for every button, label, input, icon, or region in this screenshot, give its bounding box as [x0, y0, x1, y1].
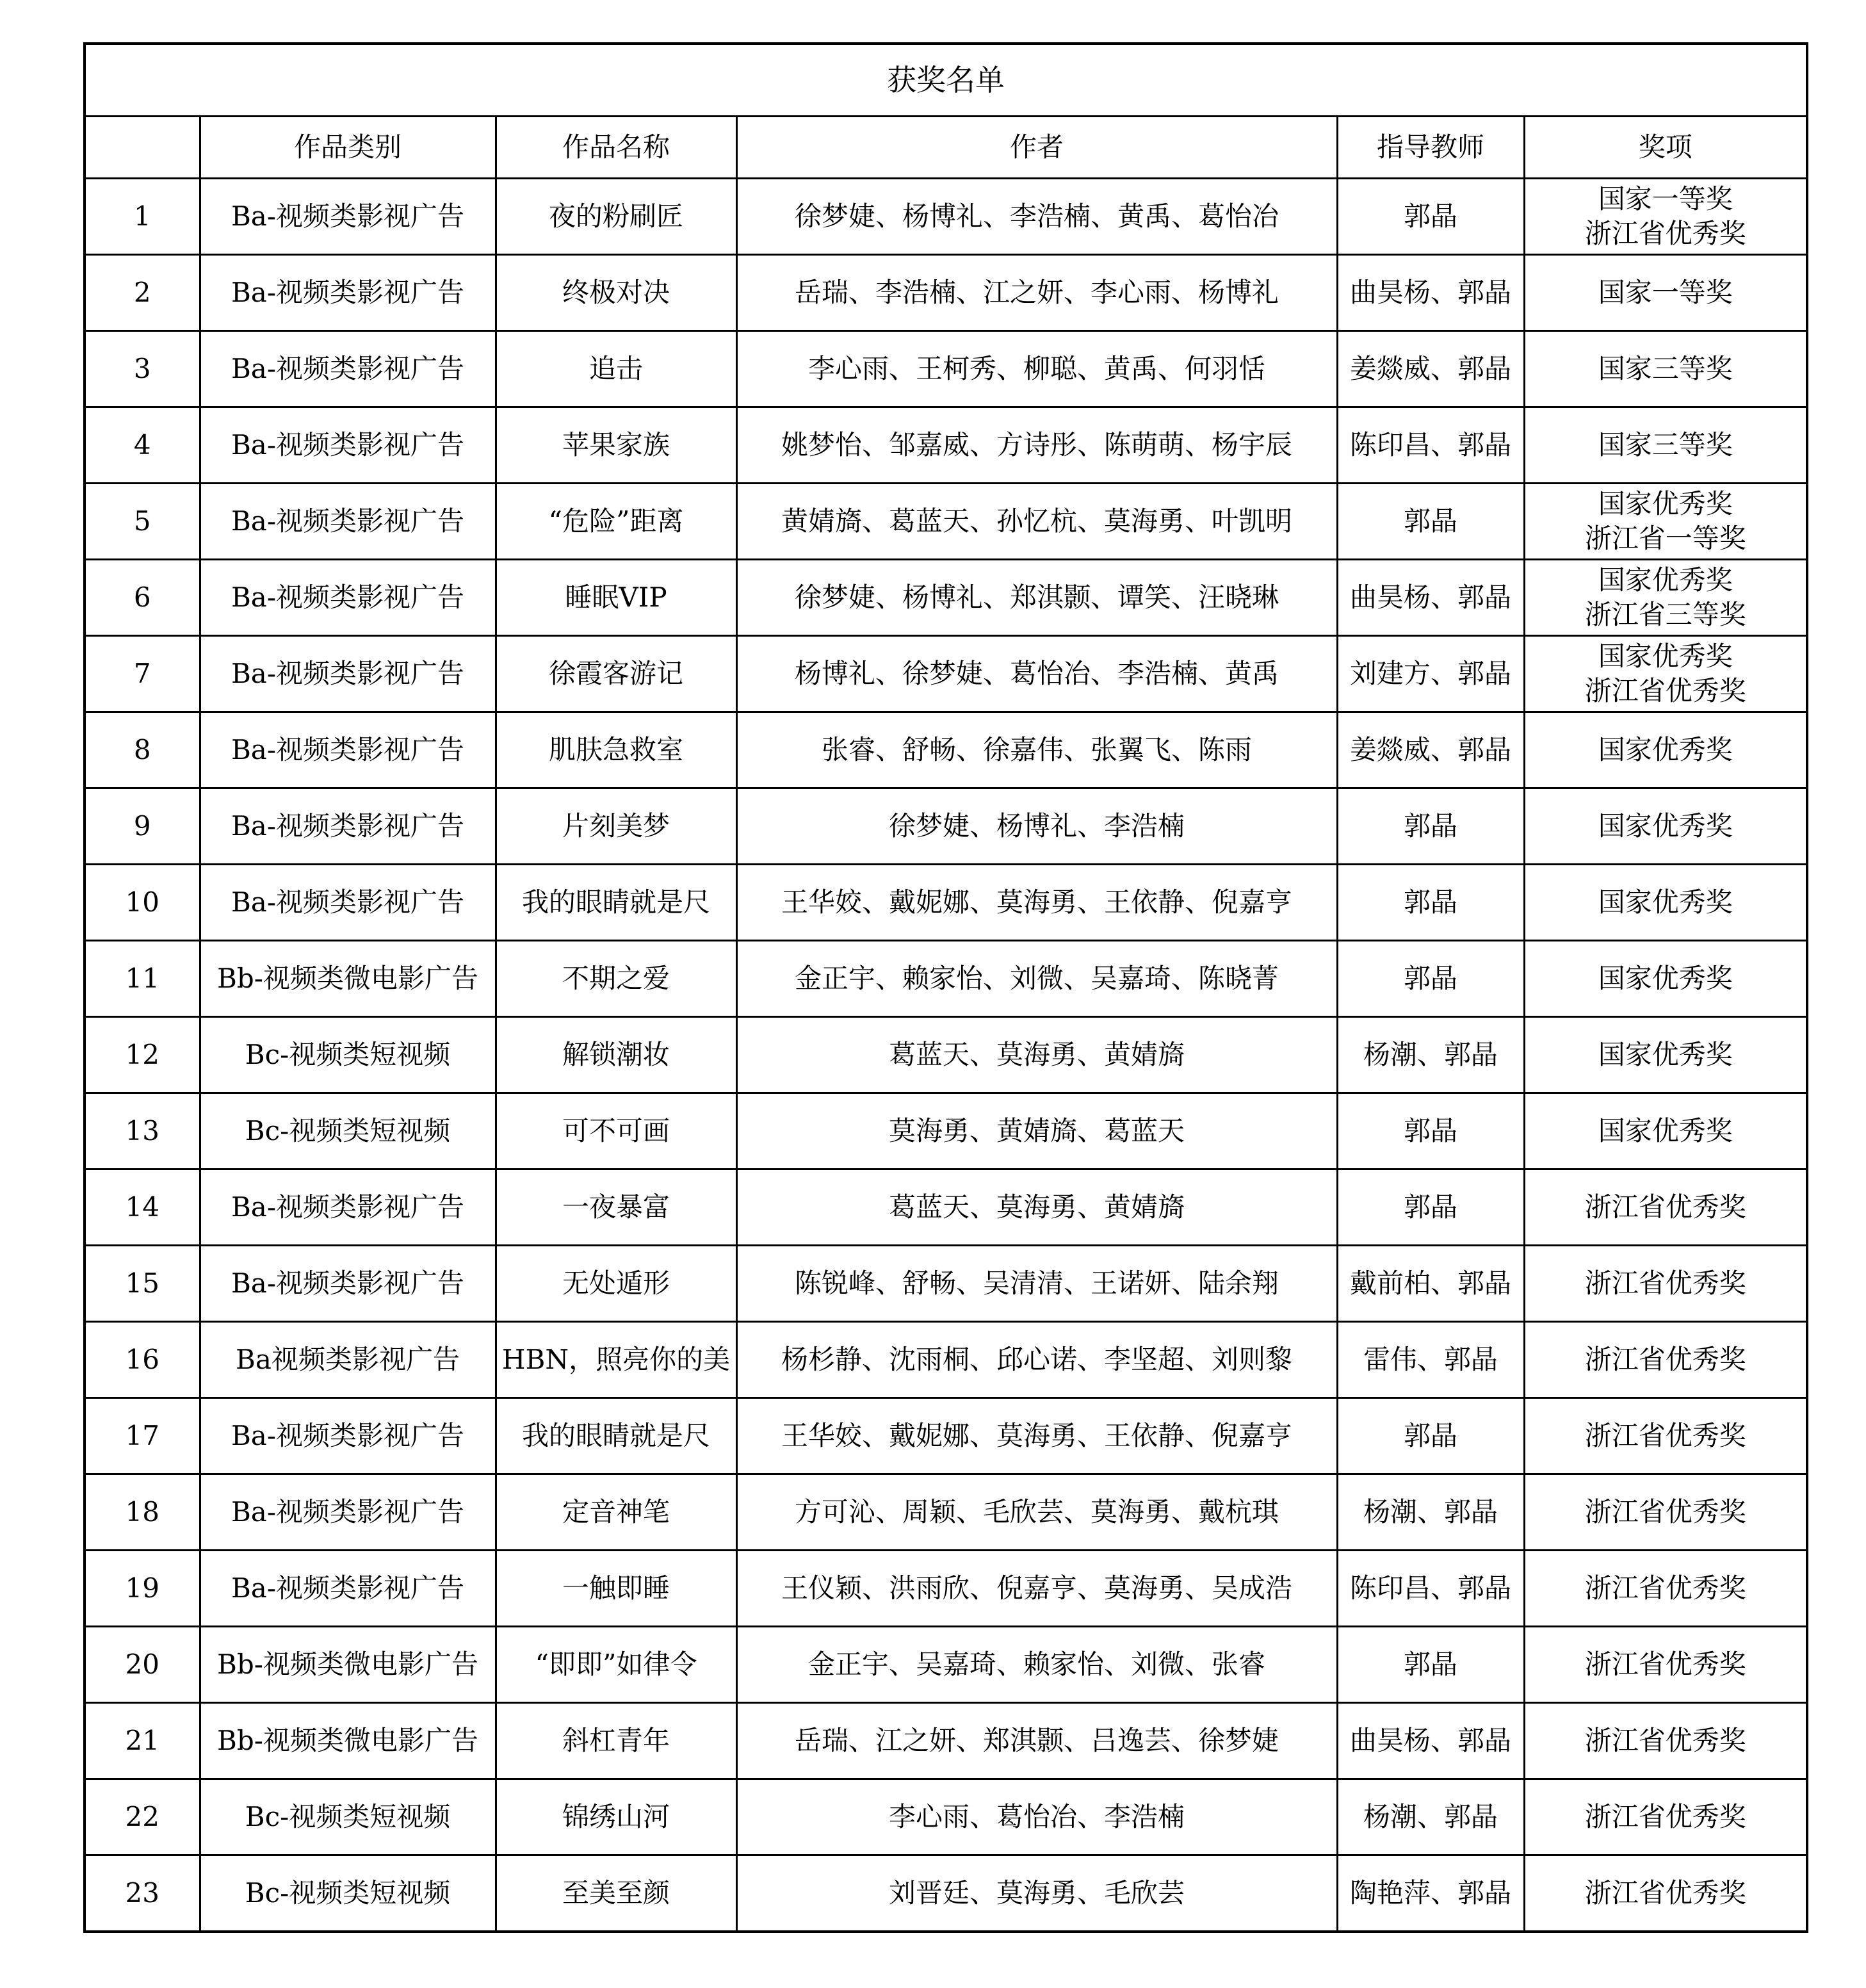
row-number-cell: 16: [85, 1322, 200, 1398]
work-name-cell: 斜杠青年: [496, 1703, 736, 1779]
category-cell: Ba-视频类影视广告: [200, 1398, 496, 1474]
table-row: [85, 1169, 1807, 1246]
table-title: 获奖名单: [85, 44, 1807, 117]
award-line: 国家三等奖: [1598, 353, 1733, 384]
award-line: 国家优秀奖: [1598, 963, 1733, 994]
row-number-cell: 1: [85, 179, 200, 255]
category-cell: Ba-视频类影视广告: [200, 636, 496, 712]
work-name-cell: “危险”距离: [496, 484, 736, 560]
category-cell: Bc-视频类短视频: [200, 1093, 496, 1169]
award-line: 浙江省优秀奖: [1584, 1267, 1746, 1299]
table-row: [85, 331, 1807, 407]
authors-cell: 葛蓝天、莫海勇、黄婧旖: [736, 1169, 1337, 1246]
row-number-cell: 10: [85, 865, 200, 941]
category-cell: Ba-视频类影视广告: [200, 407, 496, 484]
header-award: 奖项: [1524, 117, 1807, 179]
authors-cell: 陈锐峰、舒畅、吴清清、王诺妍、陆余翔: [736, 1246, 1337, 1322]
table-row: [85, 1017, 1807, 1093]
work-name-cell: 片刻美梦: [496, 788, 736, 865]
authors-cell: 金正宇、吴嘉琦、赖家怡、刘微、张睿: [736, 1627, 1337, 1703]
table-row: [85, 560, 1807, 636]
table-row: [85, 1627, 1807, 1703]
teacher-cell: 郭晶: [1337, 1627, 1524, 1703]
authors-cell: 姚梦怡、邹嘉威、方诗彤、陈萌萌、杨宇辰: [736, 407, 1337, 484]
authors-cell: 岳瑞、江之妍、郑淇颢、吕逸芸、徐梦婕: [736, 1703, 1337, 1779]
category-cell: Bc-视频类短视频: [200, 1855, 496, 1932]
award-cell: [1524, 788, 1807, 865]
award-line: 国家三等奖: [1598, 429, 1733, 460]
award-cell: [1524, 1779, 1807, 1855]
award-cell: [1524, 1474, 1807, 1551]
category-cell: Ba-视频类影视广告: [200, 331, 496, 407]
category-cell: Bb-视频类微电影广告: [200, 1703, 496, 1779]
work-name-cell: 我的眼睛就是尺: [496, 865, 736, 941]
work-name-cell: 至美至颜: [496, 1855, 736, 1932]
category-cell: Ba-视频类影视广告: [200, 560, 496, 636]
award-line: 国家优秀奖: [1598, 488, 1733, 519]
award-cell: [1524, 560, 1807, 636]
award-cell: [1524, 1017, 1807, 1093]
authors-cell: 王华姣、戴妮娜、莫海勇、王依静、倪嘉亨: [736, 1398, 1337, 1474]
award-cell: [1524, 255, 1807, 331]
teacher-cell: 曲昊杨、郭晶: [1337, 560, 1524, 636]
authors-cell: 莫海勇、黄婧旖、葛蓝天: [736, 1093, 1337, 1169]
category-cell: Ba-视频类影视广告: [200, 865, 496, 941]
authors-cell: 金正宇、赖家怡、刘微、吴嘉琦、陈晓菁: [736, 941, 1337, 1017]
award-line: 国家优秀奖: [1598, 1039, 1733, 1070]
award-line: 国家优秀奖: [1598, 1115, 1733, 1146]
category-cell: Ba-视频类影视广告: [200, 1169, 496, 1246]
authors-cell: 王华姣、戴妮娜、莫海勇、王依静、倪嘉亨: [736, 865, 1337, 941]
teacher-cell: 陈印昌、郭晶: [1337, 407, 1524, 484]
title-row: [85, 44, 1807, 117]
award-line: 浙江省优秀奖: [1584, 1420, 1746, 1451]
work-name-cell: 终极对决: [496, 255, 736, 331]
work-name-cell: 追击: [496, 331, 736, 407]
category-cell: Ba-视频类影视广告: [200, 1246, 496, 1322]
authors-cell: 徐梦婕、杨博礼、郑淇颢、谭笑、汪晓琳: [736, 560, 1337, 636]
table-row: [85, 1246, 1807, 1322]
work-name-cell: 无处遁形: [496, 1246, 736, 1322]
work-name-cell: 可不可画: [496, 1093, 736, 1169]
table-row: [85, 1855, 1807, 1932]
award-line: 浙江省优秀奖: [1584, 1496, 1746, 1528]
teacher-cell: 杨潮、郭晶: [1337, 1474, 1524, 1551]
row-number-cell: 11: [85, 941, 200, 1017]
award-cell: [1524, 484, 1807, 560]
award-list-sheet: [83, 42, 1806, 1933]
award-line: 浙江省优秀奖: [1584, 1191, 1746, 1223]
row-number-cell: 8: [85, 712, 200, 788]
award-line: 浙江省优秀奖: [1584, 1572, 1746, 1604]
award-line: 浙江省一等奖: [1584, 523, 1746, 554]
award-line: 浙江省优秀奖: [1584, 1801, 1746, 1832]
award-line: 浙江省优秀奖: [1584, 218, 1746, 249]
award-line: 浙江省优秀奖: [1584, 1877, 1746, 1909]
row-number-cell: 19: [85, 1551, 200, 1627]
work-name-cell: 不期之爱: [496, 941, 736, 1017]
work-name-cell: 夜的粉刷匠: [496, 179, 736, 255]
category-cell: Ba-视频类影视广告: [200, 788, 496, 865]
table-row: [85, 712, 1807, 788]
teacher-cell: 郭晶: [1337, 941, 1524, 1017]
header-teacher: 指导教师: [1337, 117, 1524, 179]
category-cell: Ba-视频类影视广告: [200, 1551, 496, 1627]
row-number-cell: 13: [85, 1093, 200, 1169]
teacher-cell: 姜燚威、郭晶: [1337, 712, 1524, 788]
category-cell: Ba-视频类影视广告: [200, 1474, 496, 1551]
header-work: 作品名称: [496, 117, 736, 179]
award-line: 国家一等奖: [1598, 277, 1733, 308]
table-row: [85, 407, 1807, 484]
row-number-cell: 22: [85, 1779, 200, 1855]
authors-cell: 方可沁、周颖、毛欣芸、莫海勇、戴杭琪: [736, 1474, 1337, 1551]
work-name-cell: 苹果家族: [496, 407, 736, 484]
category-cell: Ba-视频类影视广告: [200, 484, 496, 560]
work-name-cell: 肌肤急救室: [496, 712, 736, 788]
award-cell: [1524, 941, 1807, 1017]
award-cell: [1524, 1322, 1807, 1398]
award-cell: [1524, 636, 1807, 712]
category-cell: Ba视频类影视广告: [200, 1322, 496, 1398]
row-number-cell: 23: [85, 1855, 200, 1932]
award-cell: [1524, 1093, 1807, 1169]
row-number-cell: 6: [85, 560, 200, 636]
teacher-cell: 杨潮、郭晶: [1337, 1779, 1524, 1855]
category-cell: Bc-视频类短视频: [200, 1017, 496, 1093]
award-line: 浙江省三等奖: [1584, 599, 1746, 630]
teacher-cell: 陶艳萍、郭晶: [1337, 1855, 1524, 1932]
table-row: [85, 484, 1807, 560]
award-cell: [1524, 1855, 1807, 1932]
award-line: 国家优秀奖: [1598, 810, 1733, 842]
teacher-cell: 郭晶: [1337, 484, 1524, 560]
award-line: 浙江省优秀奖: [1584, 1344, 1746, 1375]
teacher-cell: 郭晶: [1337, 1398, 1524, 1474]
award-cell: [1524, 1398, 1807, 1474]
table-row: [85, 1322, 1807, 1398]
teacher-cell: 郭晶: [1337, 1169, 1524, 1246]
award-cell: [1524, 1627, 1807, 1703]
table-row: [85, 865, 1807, 941]
work-name-cell: 一触即睡: [496, 1551, 736, 1627]
teacher-cell: 戴前柏、郭晶: [1337, 1246, 1524, 1322]
teacher-cell: 郭晶: [1337, 179, 1524, 255]
authors-cell: 刘晋廷、莫海勇、毛欣芸: [736, 1855, 1337, 1932]
award-line: 浙江省优秀奖: [1584, 1649, 1746, 1680]
table-row: [85, 636, 1807, 712]
award-cell: [1524, 407, 1807, 484]
header-authors: 作者: [736, 117, 1337, 179]
row-number-cell: 18: [85, 1474, 200, 1551]
teacher-cell: 姜燚威、郭晶: [1337, 331, 1524, 407]
table-row: [85, 788, 1807, 865]
table-row: [85, 941, 1807, 1017]
work-name-cell: “即即”如律令: [496, 1627, 736, 1703]
award-line: 国家一等奖: [1598, 183, 1733, 215]
table-row: [85, 1474, 1807, 1551]
teacher-cell: 曲昊杨、郭晶: [1337, 255, 1524, 331]
row-number-cell: 12: [85, 1017, 200, 1093]
work-name-cell: 解锁潮妆: [496, 1017, 736, 1093]
table-row: [85, 179, 1807, 255]
authors-cell: 杨杉静、沈雨桐、邱心诺、李坚超、刘则黎: [736, 1322, 1337, 1398]
award-cell: [1524, 1169, 1807, 1246]
teacher-cell: 郭晶: [1337, 865, 1524, 941]
row-number-cell: 21: [85, 1703, 200, 1779]
category-cell: Bc-视频类短视频: [200, 1779, 496, 1855]
teacher-cell: 杨潮、郭晶: [1337, 1017, 1524, 1093]
authors-cell: 岳瑞、李浩楠、江之妍、李心雨、杨博礼: [736, 255, 1337, 331]
work-name-cell: 睡眠VIP: [496, 560, 736, 636]
award-cell: [1524, 865, 1807, 941]
table-row: [85, 1398, 1807, 1474]
teacher-cell: 郭晶: [1337, 1093, 1524, 1169]
work-name-cell: 一夜暴富: [496, 1169, 736, 1246]
work-name-cell: 徐霞客游记: [496, 636, 736, 712]
row-number-cell: 15: [85, 1246, 200, 1322]
authors-cell: 徐梦婕、杨博礼、李浩楠、黄禹、葛怡冶: [736, 179, 1337, 255]
category-cell: Ba-视频类影视广告: [200, 179, 496, 255]
award-line: 国家优秀奖: [1598, 886, 1733, 918]
authors-cell: 李心雨、王柯秀、柳聪、黄禹、何羽恬: [736, 331, 1337, 407]
award-cell: [1524, 1703, 1807, 1779]
row-number-cell: 3: [85, 331, 200, 407]
row-number-cell: 14: [85, 1169, 200, 1246]
table-row: [85, 255, 1807, 331]
row-number-cell: 20: [85, 1627, 200, 1703]
row-number-cell: 5: [85, 484, 200, 560]
work-name-cell: 我的眼睛就是尺: [496, 1398, 736, 1474]
authors-cell: 杨博礼、徐梦婕、葛怡冶、李浩楠、黄禹: [736, 636, 1337, 712]
authors-cell: 李心雨、葛怡冶、李浩楠: [736, 1779, 1337, 1855]
authors-cell: 葛蓝天、莫海勇、黄婧旖: [736, 1017, 1337, 1093]
award-table: [83, 42, 1808, 1933]
award-line: 浙江省优秀奖: [1584, 675, 1746, 706]
header-no: [85, 117, 200, 179]
award-cell: [1524, 1551, 1807, 1627]
teacher-cell: 雷伟、郭晶: [1337, 1322, 1524, 1398]
row-number-cell: 2: [85, 255, 200, 331]
row-number-cell: 4: [85, 407, 200, 484]
table-row: [85, 1779, 1807, 1855]
award-cell: [1524, 1246, 1807, 1322]
table-row: [85, 1551, 1807, 1627]
award-cell: [1524, 712, 1807, 788]
work-name-cell: 锦绣山河: [496, 1779, 736, 1855]
award-line: 浙江省优秀奖: [1584, 1725, 1746, 1756]
authors-cell: 黄婧旖、葛蓝天、孙忆杭、莫海勇、叶凯明: [736, 484, 1337, 560]
category-cell: Ba-视频类影视广告: [200, 712, 496, 788]
row-number-cell: 9: [85, 788, 200, 865]
teacher-cell: 刘建方、郭晶: [1337, 636, 1524, 712]
row-number-cell: 17: [85, 1398, 200, 1474]
award-line: 国家优秀奖: [1598, 564, 1733, 596]
category-cell: Ba-视频类影视广告: [200, 255, 496, 331]
award-table-body: [85, 44, 1807, 1932]
category-cell: Bb-视频类微电影广告: [200, 1627, 496, 1703]
authors-cell: 张睿、舒畅、徐嘉伟、张翼飞、陈雨: [736, 712, 1337, 788]
category-cell: Bb-视频类微电影广告: [200, 941, 496, 1017]
header-category: 作品类别: [200, 117, 496, 179]
work-name-cell: 定音神笔: [496, 1474, 736, 1551]
award-cell: [1524, 331, 1807, 407]
teacher-cell: 陈印昌、郭晶: [1337, 1551, 1524, 1627]
work-name-cell: HBN，照亮你的美: [496, 1322, 736, 1398]
award-line: 国家优秀奖: [1598, 640, 1733, 672]
authors-cell: 徐梦婕、杨博礼、李浩楠: [736, 788, 1337, 865]
table-row: [85, 1093, 1807, 1169]
award-line: 国家优秀奖: [1598, 734, 1733, 765]
award-cell: [1524, 179, 1807, 255]
header-row: [85, 117, 1807, 179]
row-number-cell: 7: [85, 636, 200, 712]
authors-cell: 王仪颖、洪雨欣、倪嘉亨、莫海勇、吴成浩: [736, 1551, 1337, 1627]
table-row: [85, 1703, 1807, 1779]
teacher-cell: 曲昊杨、郭晶: [1337, 1703, 1524, 1779]
teacher-cell: 郭晶: [1337, 788, 1524, 865]
